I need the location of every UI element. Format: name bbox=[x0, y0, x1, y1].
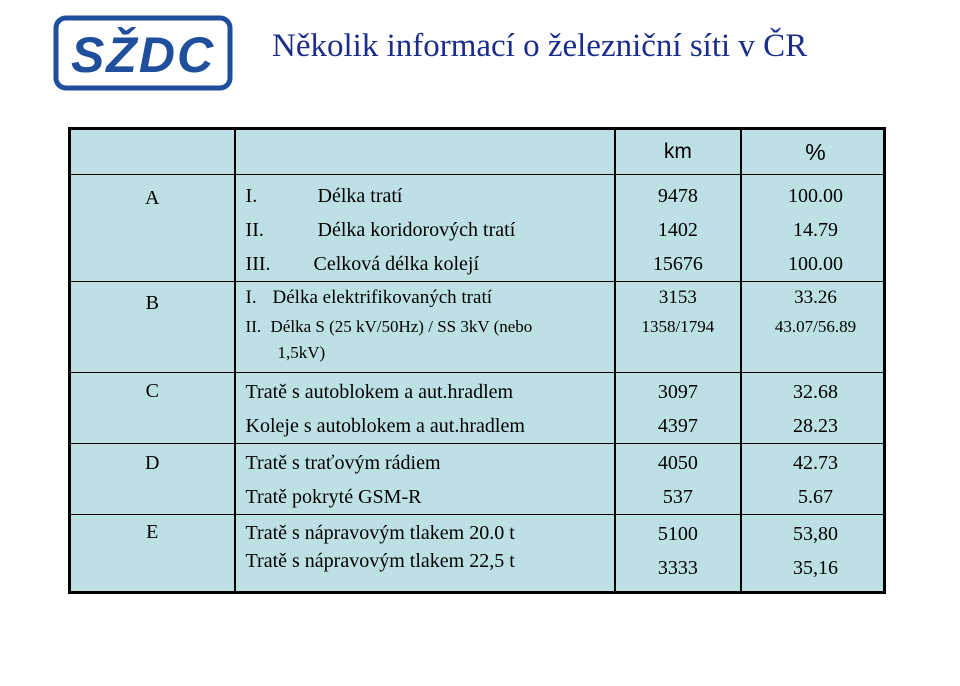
percent-value: 32.68 bbox=[792, 381, 838, 403]
szdc-logo bbox=[52, 14, 234, 92]
percent-value: 28.23 bbox=[792, 415, 838, 437]
row-label-continued: 1,5kV) bbox=[277, 343, 326, 362]
percent-value: 53,80 bbox=[792, 523, 838, 545]
group-letter: A bbox=[70, 175, 235, 282]
percent-value: 14.79 bbox=[792, 219, 838, 241]
row-label: Tratě s traťovým rádiem bbox=[245, 452, 441, 474]
row-label: Tratě s autoblokem a aut.hradlem bbox=[245, 381, 514, 403]
group-letter: C bbox=[70, 373, 235, 444]
table-row-group-b bbox=[70, 282, 885, 373]
table-row-group-e bbox=[70, 515, 885, 593]
page-title: Několik informací o železniční síti v ČR bbox=[272, 28, 808, 64]
percent-value: 100.00 bbox=[787, 185, 843, 207]
group-letter: B bbox=[70, 282, 235, 373]
row-label: II. Délka S (25 kV/50Hz) / SS 3kV (nebo bbox=[245, 317, 533, 336]
group-letter: E bbox=[70, 515, 235, 593]
km-column-header: km bbox=[615, 129, 741, 175]
table-row-group-c bbox=[70, 373, 885, 444]
km-value: 1402 bbox=[657, 219, 698, 241]
percent-value: 43.07/56.89 bbox=[774, 317, 857, 336]
percent-value: 100.00 bbox=[787, 253, 843, 275]
km-value: 3333 bbox=[657, 557, 698, 579]
row-label: Tratě s nápravovým tlakem 20.0 t bbox=[245, 522, 515, 544]
row-label: I. Délka tratí bbox=[245, 185, 403, 207]
info-table bbox=[68, 127, 886, 594]
km-value: 4050 bbox=[657, 452, 698, 474]
percent-value: 5.67 bbox=[797, 486, 833, 508]
svg-text:SŽDC: SŽDC bbox=[70, 27, 216, 83]
percent-value: 33.26 bbox=[794, 287, 837, 308]
km-value: 15676 bbox=[652, 253, 703, 275]
km-value: 537 bbox=[662, 486, 693, 508]
km-value: 3153 bbox=[658, 287, 697, 308]
km-value: 3097 bbox=[657, 381, 698, 403]
row-label: III. Celková délka kolejí bbox=[245, 253, 480, 275]
km-value: 5100 bbox=[657, 523, 698, 545]
km-value: 9478 bbox=[657, 185, 698, 207]
row-label: Koleje s autoblokem a aut.hradlem bbox=[245, 415, 525, 437]
percent-value: 42.73 bbox=[792, 452, 838, 474]
percent-value: 35,16 bbox=[792, 557, 838, 579]
percent-column-header: % bbox=[741, 129, 885, 175]
row-label: I. Délka elektrifikovaných tratí bbox=[245, 287, 492, 308]
table-row-group-d bbox=[70, 444, 885, 515]
km-value: 4397 bbox=[657, 415, 698, 437]
row-label: Tratě s nápravovým tlakem 22,5 t bbox=[245, 550, 515, 572]
row-label: II. Délka koridorových tratí bbox=[245, 219, 516, 241]
km-value: 1358/1794 bbox=[641, 317, 715, 336]
table-header-row bbox=[70, 129, 885, 175]
row-label: Tratě pokryté GSM-R bbox=[245, 486, 422, 508]
table-row-group-a bbox=[70, 175, 885, 282]
group-letter: D bbox=[70, 444, 235, 515]
